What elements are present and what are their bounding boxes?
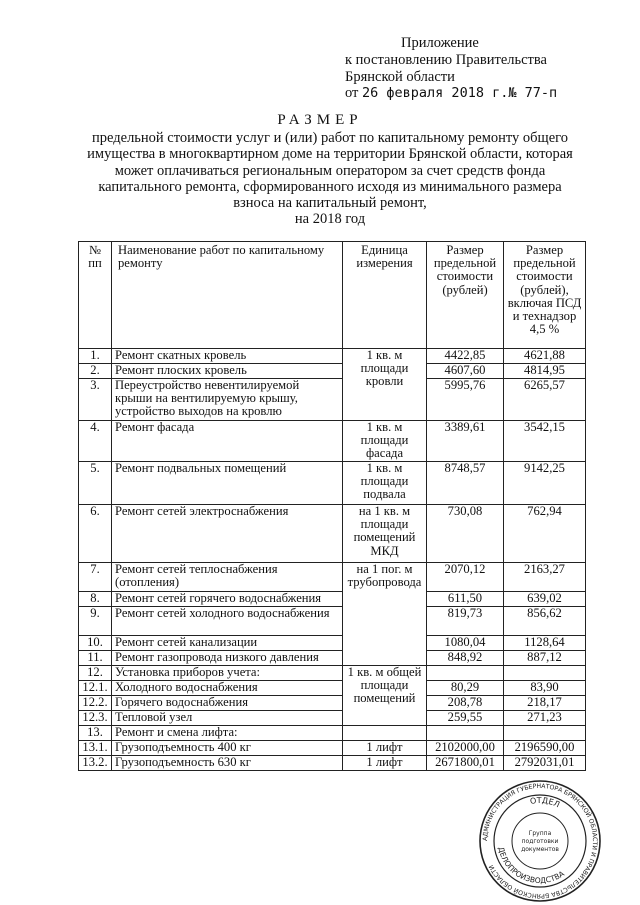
resolution-date-line (345, 85, 557, 102)
resolution-reference: к постановлению Правительства (345, 52, 547, 68)
region-name: Брянской области (345, 69, 455, 85)
date-prefix: от (345, 85, 359, 101)
row-num: 3. (79, 379, 112, 421)
row-num: 8. (79, 592, 112, 607)
row-cost-psd: 2792031,01 (504, 756, 586, 771)
row-name: Переустройство невентилируемой крыши на вентилируемую крышу, устройство выходов на кровлю (112, 379, 343, 421)
table-row (79, 563, 586, 592)
row-num: 12.2. (79, 696, 112, 711)
table-row (79, 741, 586, 756)
subtitle-line: может оплачиваться региональным оператором за счет средств фонда (114, 162, 546, 179)
table-row (79, 681, 586, 696)
row-cost-psd: 6265,57 (504, 379, 586, 421)
table-row (79, 607, 586, 636)
subtitle-line: на 2018 год (294, 211, 366, 228)
row-name: Ремонт сетей холодного водоснабжения (112, 607, 343, 636)
table-row (79, 696, 586, 711)
row-name: Ремонт сетей электроснабжения (112, 505, 343, 563)
table-row (79, 756, 586, 771)
row-num: 12.1. (79, 681, 112, 696)
row-cost-psd: 2196590,00 (504, 741, 586, 756)
stamp-dept-top: ОТДЕЛ (529, 795, 562, 810)
table-row (79, 364, 586, 379)
unit-lift: 1 лифт (343, 756, 427, 771)
row-num: 11. (79, 651, 112, 666)
appendix-label: Приложение (401, 35, 479, 51)
table-row (79, 592, 586, 607)
row-cost: 5995,76 (427, 379, 504, 421)
stamp-center-line: документов (521, 846, 559, 853)
row-cost (427, 726, 504, 741)
row-name: Грузоподъемность 400 кг (112, 741, 343, 756)
subtitle-line: предельной стоимости услуг и (или) работ по капитальному ремонту общего (92, 130, 568, 146)
row-cost (427, 666, 504, 681)
table-row (79, 651, 586, 666)
header-cost: Размер предельной стоимости (рублей) (427, 242, 504, 349)
table-header-row (79, 242, 586, 349)
document-title: РАЗМЕР (277, 112, 363, 128)
subtitle-line: взноса на капитальный ремонт, (233, 195, 427, 212)
table-row (79, 379, 586, 421)
row-num: 13.1. (79, 741, 112, 756)
header-cost-psd: Размер предельной стоимости (рублей), включая ПСД и технадзор 4,5 % (504, 242, 586, 349)
row-name: Установка приборов учета: (112, 666, 343, 681)
row-name: Ремонт сетей теплоснабжения (отопления) (112, 563, 343, 592)
row-cost-psd: 856,62 (504, 607, 586, 636)
row-cost: 611,50 (427, 592, 504, 607)
row-name: Ремонт и смена лифта: (112, 726, 343, 741)
row-name: Ремонт газопровода низкого давления (112, 651, 343, 666)
row-cost-psd: 762,94 (504, 505, 586, 563)
row-cost: 80,29 (427, 681, 504, 696)
row-cost: 848,92 (427, 651, 504, 666)
row-num: 2. (79, 364, 112, 379)
row-num: 13.2. (79, 756, 112, 771)
row-num: 13. (79, 726, 112, 741)
table-row (79, 636, 586, 651)
resolution-number: № 77-п (508, 85, 558, 101)
row-num: 9. (79, 607, 112, 636)
row-num: 12. (79, 666, 112, 681)
row-name: Тепловой узел (112, 711, 343, 726)
table-row (79, 421, 586, 462)
table-row (79, 666, 586, 681)
row-cost-psd: 3542,15 (504, 421, 586, 462)
header-unit: Единица измерения (343, 242, 427, 349)
row-name: Ремонт сетей канализации (112, 636, 343, 651)
unit-empty (343, 726, 427, 741)
subtitle-line: капитального ремонта, сформированного исходя из минимального размера (98, 178, 562, 195)
row-cost-psd: 218,17 (504, 696, 586, 711)
row-cost-psd: 2163,27 (504, 563, 586, 592)
table-row (79, 349, 586, 364)
unit-pipes: на 1 пог. м трубопровода (343, 563, 427, 666)
row-cost-psd: 9142,25 (504, 462, 586, 505)
row-num: 12.3. (79, 711, 112, 726)
row-name: Горячего водоснабжения (112, 696, 343, 711)
row-cost: 4607,60 (427, 364, 504, 379)
stamp-dept-bottom: ДЕЛОПРОИЗВОДСТВА (496, 845, 566, 886)
row-num: 6. (79, 505, 112, 563)
row-cost: 3389,61 (427, 421, 504, 462)
office-stamp (478, 779, 602, 903)
resolution-date: 26 февраля 2018 г. (362, 85, 509, 101)
row-cost: 208,78 (427, 696, 504, 711)
unit-roof: 1 кв. м площади кровли (343, 349, 427, 421)
stamp-center-line: Группа (528, 830, 552, 837)
subtitle-line: имущества в многоквартирном доме на территории Брянской области, которая (87, 146, 573, 163)
row-cost-psd: 4814,95 (504, 364, 586, 379)
unit-lift: 1 лифт (343, 741, 427, 756)
row-cost: 2671800,01 (427, 756, 504, 771)
row-name: Ремонт подвальных помещений (112, 462, 343, 505)
row-num: 7. (79, 563, 112, 592)
row-name: Грузоподъемность 630 кг (112, 756, 343, 771)
stamp-center-line: подготовки (521, 838, 559, 845)
row-cost: 819,73 (427, 607, 504, 636)
row-num: 4. (79, 421, 112, 462)
unit-basement: 1 кв. м площади подвала (343, 462, 427, 505)
row-cost-psd: 271,23 (504, 711, 586, 726)
stamp-ring-text: АДМИНИСТРАЦИЯ ГУБЕРНАТОРА БРЯНСКОЙ ОБЛАСТИ И ПРАВИТЕЛЬСТВА БРЯНСКОЙ ОБЛАСТИ (481, 782, 599, 900)
row-cost: 2070,12 (427, 563, 504, 592)
row-name: Холодного водоснабжения (112, 681, 343, 696)
row-cost: 4422,85 (427, 349, 504, 364)
row-cost-psd (504, 726, 586, 741)
row-cost-psd (504, 666, 586, 681)
row-cost-psd: 887,12 (504, 651, 586, 666)
unit-electric: на 1 кв. м площади помещений МКД (343, 505, 427, 563)
row-name: Ремонт скатных кровель (112, 349, 343, 364)
row-cost-psd: 4621,88 (504, 349, 586, 364)
row-name: Ремонт плоских кровель (112, 364, 343, 379)
row-num: 10. (79, 636, 112, 651)
row-name: Ремонт фасада (112, 421, 343, 462)
header-num: № пп (79, 242, 112, 349)
table-row (79, 726, 586, 741)
cost-table (78, 241, 586, 771)
row-cost: 259,55 (427, 711, 504, 726)
row-cost: 2102000,00 (427, 741, 504, 756)
row-cost: 8748,57 (427, 462, 504, 505)
table-row (79, 505, 586, 563)
header-name: Наименование работ по капитальному ремонту (112, 242, 343, 349)
document-subtitle (80, 130, 580, 228)
unit-meters: 1 кв. м общей площади помещений (343, 666, 427, 726)
row-num: 5. (79, 462, 112, 505)
unit-facade: 1 кв. м площади фасада (343, 421, 427, 462)
row-cost: 730,08 (427, 505, 504, 563)
row-name: Ремонт сетей горячего водоснабжения (112, 592, 343, 607)
table-row (79, 462, 586, 505)
row-cost: 1080,04 (427, 636, 504, 651)
table-row (79, 711, 586, 726)
row-cost-psd: 83,90 (504, 681, 586, 696)
row-num: 1. (79, 349, 112, 364)
row-cost-psd: 1128,64 (504, 636, 586, 651)
row-cost-psd: 639,02 (504, 592, 586, 607)
